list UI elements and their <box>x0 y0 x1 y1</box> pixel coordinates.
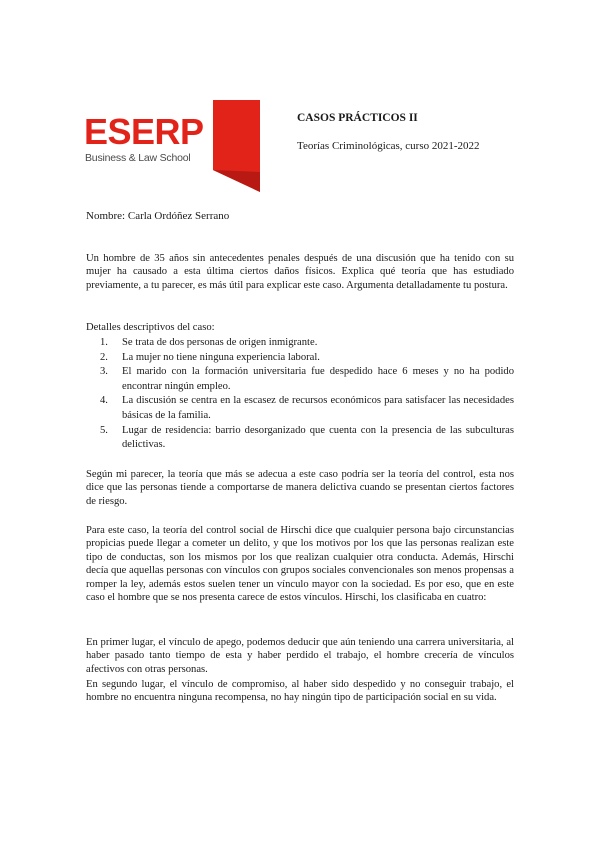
logo-tagline: Business & Law School <box>85 152 191 164</box>
details-list <box>100 336 514 453</box>
document-header <box>297 112 480 152</box>
student-name: Nombre: Carla Ordóñez Serrano <box>86 210 230 222</box>
list-item: 1. Se trata de dos personas de origen inmigrante. <box>100 337 318 348</box>
answer-paragraph-1: Según mi parecer, la teoría que más se adecua a este caso podría ser la teoría del control, esta nos dice que las personas tiende a comportarse de manera delictiva cuando se presentan ciertos factores de riesgo. <box>86 469 514 507</box>
eserp-logo <box>84 100 259 192</box>
logo-wordmark: ESERP <box>84 111 204 152</box>
list-item: 3. El marido con la formación universitaria fue despedido hace 6 meses y no ha podido encontrar ningún empleo. <box>100 366 514 392</box>
list-item: 2. La mujer no tiene ninguna experiencia laboral. <box>100 351 320 363</box>
answer-paragraph-2: Para este caso, la teoría del control social de Hirschi dice que cualquier persona bajo circunstancias propicias puede llegar a cometer un delito, y que los motivos por los que las personas realizan este tipo de conductas, son los mismos por los que realizan cualquier otra conducta. Además, Hirschi decía que aquellas personas con vínculos con grupos sociales convencionales son menos propensas a romper la ley, además estos suelen tener un vínculo mayor con la sociedad. Es por eso, que en este caso el hombre que se nos presenta carece de estos vínculos. Hirschi, los clasificaba en cuatro: <box>86 525 514 604</box>
details-label: Detalles descriptivos del caso: <box>86 322 215 333</box>
list-item: 4. La discusión se centra en la escasez de recursos económicos para satisfacer las necesidades básicas de la familia. <box>100 395 514 421</box>
document-subtitle: Teorías Criminológicas, curso 2021-2022 <box>297 140 480 152</box>
case-prompt: Un hombre de 35 años sin antecedentes penales después de una discusión que ha tenido con su mujer ha causado a esta última ciertos daños físicos. Explica qué teoría que has estudiado previamente, a tu parecer, es más útil para explicar este caso. Argumenta detalladamente tu postura. <box>86 253 514 291</box>
list-item: 5. Lugar de residencia: barrio desorganizado que cuenta con la presencia de las subculturas delictivas. <box>100 424 514 451</box>
answer-paragraph-4: En segundo lugar, el vínculo de compromiso, al haber sido despedido y no conseguir trabajo, el hombre no encuentra ninguna recompensa, no hay ningún tipo de participación social en su vida. <box>86 679 514 704</box>
logo-chevron-icon <box>204 100 260 192</box>
answer-paragraph-3: En primer lugar, el vínculo de apego, podemos deducir que aún teniendo una carrera universitaria, al haber pasado tanto tiempo de esta y haber perdido el trabajo, el hombre crecería de vínculos afectivos con otras personas. <box>86 637 514 675</box>
document-title: CASOS PRÁCTICOS II <box>297 112 418 124</box>
